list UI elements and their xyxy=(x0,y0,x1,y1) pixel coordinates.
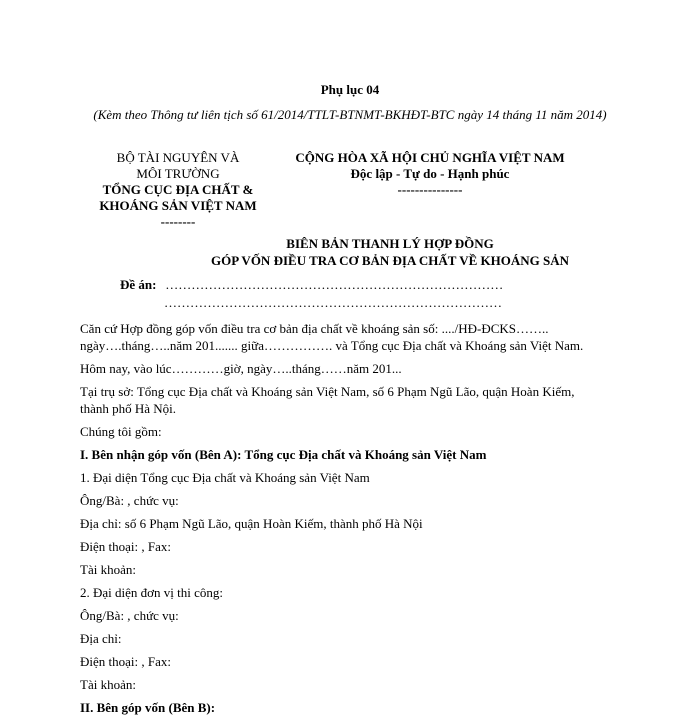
contractor-phone: Điện thoại: , Fax: xyxy=(80,654,171,669)
location-line-1: Tại trụ sở: Tổng cục Địa chất và Khoáng sản Việt Nam, số 6 Phạm Ngũ Lão, quận Hoàn Kiếm, xyxy=(80,384,575,399)
document-body xyxy=(80,320,620,716)
contractor-address: Địa chỉ: xyxy=(80,631,122,646)
section-1-heading: I. Bên nhận góp vốn (Bên A): Tổng cục Địa chất và Khoáng sản Việt Nam xyxy=(80,447,487,462)
appendix-title: Phụ lục 04 xyxy=(320,82,380,97)
basis-line-1: Căn cứ Hợp đồng góp vốn điều tra cơ bản địa chất về khoáng sản số: ..../HĐ-ĐCKS…….. xyxy=(80,321,549,336)
issuing-agency-block xyxy=(78,150,278,230)
party-a-representative: 1. Đại diện Tổng cục Địa chất và Khoáng sản Việt Nam xyxy=(80,470,370,485)
contractor-person: Ông/Bà: , chức vụ: xyxy=(80,608,179,623)
project-field xyxy=(120,276,540,312)
motto: Độc lập - Tự do - Hạnh phúc xyxy=(350,166,510,181)
agency-rule: -------- xyxy=(160,214,196,229)
location-line-2: thành phố Hà Nội. xyxy=(80,401,177,416)
basis-line-2: ngày….tháng…..năm 201....... giữa……………. và Tổng cục Địa chất và Khoáng sản Việt Nam. xyxy=(80,338,584,353)
party-a-person: Ông/Bà: , chức vụ: xyxy=(80,493,179,508)
contractor-representative: 2. Đại diện đơn vị thi công: xyxy=(80,585,223,600)
participants-intro: Chúng tôi gồm: xyxy=(80,424,162,439)
document-title-line-2: GÓP VỐN ĐIỀU TRA CƠ BẢN ĐỊA CHẤT VỀ KHOÁNG SẢN xyxy=(210,253,570,268)
national-motto-block xyxy=(270,150,590,198)
motto-rule: --------------- xyxy=(397,182,463,197)
section-2-heading: II. Bên góp vốn (Bên B): xyxy=(80,700,216,715)
appendix-note: (Kèm theo Thông tư liên tịch số 61/2014/TTLT-BTNMT-BKHĐT-BTC ngày 14 tháng 11 năm 2014) xyxy=(93,107,607,122)
agency-line-1: BỘ TÀI NGUYÊN VÀ xyxy=(116,150,240,165)
project-dots-1: …………………………………………………………………… xyxy=(165,277,504,292)
agency-line-4: KHOÁNG SẢN VIỆT NAM xyxy=(99,198,257,213)
project-dots-2: …………………………………………………………………… xyxy=(164,295,502,310)
party-a-address: Địa chỉ: số 6 Phạm Ngũ Lão, quận Hoàn Kiếm, thành phố Hà Nội xyxy=(80,516,423,531)
country-name: CỘNG HÒA XÃ HỘI CHỦ NGHĨA VIỆT NAM xyxy=(295,150,565,165)
meeting-time: Hôm nay, vào lúc…………giờ, ngày…..tháng……năm 201... xyxy=(80,361,402,376)
document-title-line-1: BIÊN BẢN THANH LÝ HỢP ĐỒNG xyxy=(286,236,494,251)
party-a-phone: Điện thoại: , Fax: xyxy=(80,539,171,554)
project-label: Đề án: xyxy=(120,277,157,292)
agency-line-3: TỔNG CỤC ĐỊA CHẤT & xyxy=(102,182,254,197)
party-a-account: Tài khoản: xyxy=(80,562,136,577)
agency-line-2: MÔI TRƯỜNG xyxy=(136,166,220,181)
contractor-account: Tài khoản: xyxy=(80,677,136,692)
